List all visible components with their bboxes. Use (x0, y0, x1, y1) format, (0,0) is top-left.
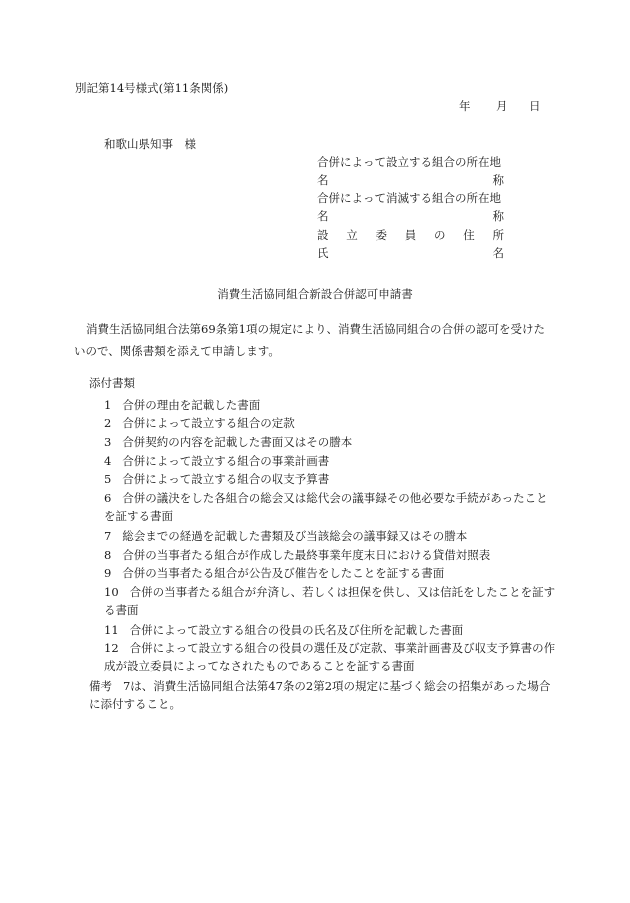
list-item (104, 471, 559, 489)
list-item (104, 490, 559, 525)
list-item (104, 397, 559, 415)
merged-name-left: 名 (317, 173, 329, 187)
list-item-text: 合併によって設立する組合の収支予算書 (122, 472, 330, 486)
member-name-label (317, 248, 504, 260)
addressee: 和歌山県知事 様 (104, 137, 196, 151)
document-title: 消費生活協同組合新設合併認可申請書 (217, 287, 413, 301)
member-address-char: 住 (463, 228, 475, 242)
remarks-label: 備考 (89, 679, 112, 693)
list-item-text: 合併の議決をした各組合の総会又は総代会の議事録その他必要な手続があったことを証する書面 (104, 491, 548, 523)
list-item-number: 10 (104, 585, 119, 599)
list-item-text: 合併の理由を記載した書面 (122, 398, 261, 412)
list-item-text: 合併の当事者たる組合が公告及び催告をしたことを証する書面 (122, 566, 445, 580)
date-month-label: 月 (496, 99, 508, 113)
merged-location-label: 合併によって設立する組合の所在地 (317, 155, 501, 169)
absorbed-name-label (317, 211, 504, 223)
form-label: 別記第14号様式(第11条関係) (75, 81, 229, 95)
list-item-text: 合併によって設立する組合の役員の氏名及び住所を記載した書面 (129, 623, 464, 637)
list-item (104, 528, 559, 546)
list-item-text: 合併の当事者たる組合が作成した最終事業年度末日における貸借対照表 (122, 548, 491, 562)
remarks (89, 678, 559, 713)
list-item (104, 434, 559, 452)
list-item-number: 3 (104, 435, 112, 449)
list-item-number: 2 (104, 416, 112, 430)
list-item-text: 合併によって設立する組合の事業計画書 (122, 454, 330, 468)
list-item-number: 5 (104, 472, 112, 486)
list-item (104, 415, 559, 433)
list-item (104, 622, 559, 640)
date-day-label: 日 (529, 99, 541, 113)
member-address-char: 員 (404, 228, 417, 242)
attachments-heading: 添付書類 (89, 376, 135, 390)
member-address-char: 設 (317, 228, 329, 242)
member-address-char: の (434, 228, 446, 242)
member-name-right: 名 (492, 246, 504, 260)
list-item-number: 9 (104, 566, 112, 580)
absorbed-name-right: 称 (492, 209, 504, 223)
list-item (104, 565, 559, 583)
remarks-text: 7は、消費生活協同組合法第47条の2第2項の規定に基づく総会の招集があった場合に添付すること。 (89, 679, 551, 711)
list-item-number: 7 (104, 529, 112, 543)
list-item (104, 547, 559, 565)
list-item-text: 合併の当事者たる組合が弁済し、若しくは担保を供し、又は信託をしたことを証する書面 (104, 585, 556, 617)
member-address-char: 立 (346, 228, 358, 242)
list-item-number: 8 (104, 548, 112, 562)
merged-name-label (317, 175, 504, 187)
member-name-left: 氏 (317, 246, 329, 260)
list-item-text: 合併契約の内容を記載した書面又はその謄本 (122, 435, 353, 449)
list-item-number: 11 (104, 623, 119, 637)
list-item (104, 584, 559, 619)
member-address-char: 委 (375, 228, 387, 242)
absorbed-name-left: 名 (317, 209, 329, 223)
absorbed-location-label: 合併によって消滅する組合の所在地 (317, 191, 501, 205)
list-item-text: 合併によって設立する組合の定款 (122, 416, 295, 430)
application-statement: 消費生活協同組合法第69条第1項の規定により、消費生活協同組合の合併の認可を受けたいので、関係書類を添えて申請します。 (74, 322, 545, 358)
list-item-number: 6 (104, 491, 112, 505)
list-item (104, 453, 559, 471)
list-item-number: 4 (104, 454, 112, 468)
list-item-number: 12 (104, 641, 119, 655)
list-item-number: 1 (104, 398, 112, 412)
list-item (104, 640, 559, 675)
date-year-label: 年 (459, 99, 471, 113)
merged-name-right: 称 (492, 173, 504, 187)
list-item-text: 総会までの経過を記載した書類及び当該総会の議事録又はその謄本 (122, 529, 468, 543)
list-item-text: 合併によって設立する組合の役員の選任及び定款、事業計画書及び収支予算書の作成が設立委員によってなされたものであることを証する書面 (104, 641, 556, 673)
member-address-label (317, 230, 504, 242)
member-address-char: 所 (492, 228, 504, 242)
